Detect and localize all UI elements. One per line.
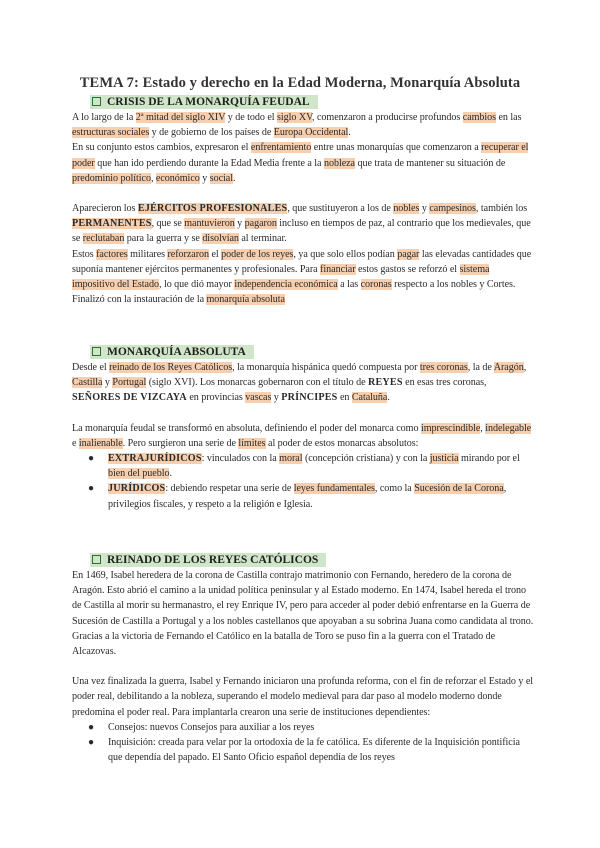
- bullet-icon: ●: [88, 737, 95, 749]
- section-heading-reyes: REINADO DE LOS REYES CATÓLICOS: [90, 553, 326, 567]
- paragraph: Finalizó con la instauración de la monarquía absoluta: [72, 294, 285, 306]
- paragraph: En su conjunto estos cambios, expresaron el enfrentamiento entre unas monarquías que comenzaron a recuperar el poder que han ido perdiendo durante la Edad Media frente a la nobleza que trata de mantener su situación de predominio político, económico y social.: [72, 142, 529, 184]
- paragraph: A lo largo de la 2ª mitad del siglo XIV y de todo el siglo XV, comenzaron a producirse profundos cambios en las estructuras sociales y de gobierno de los países de Europa Occidental.: [72, 112, 522, 139]
- section-body-crisis: [72, 110, 534, 307]
- paragraph: Una vez finalizada la guerra, Isabel y Fernando iniciaron una profunda reforma, con el fin de reforzar el Estado y el poder real, debilitando a la nobleza, superando el modelo medieval para dar paso al modelo moderno donde predomina el poder real. Para implantarla crearon una serie de instituciones dependientes:: [72, 676, 534, 718]
- bullet-icon: ●: [88, 453, 95, 465]
- paragraph: Desde el reinado de los Reyes Católicos, la monarquía hispánica quedó compuesta por tres coronas, la de Aragón, Castilla y Portugal (siglo XVI). Los monarcas gobernaron con el título de REYES en esas tres coronas, SEÑORES DE VIZCAYA en provincias vascas y PRÍNCIPES en Cataluña.: [72, 362, 527, 404]
- limits-list: [72, 451, 534, 512]
- bullet-icon: ●: [88, 721, 95, 733]
- paragraph: La monarquía feudal se transformó en absoluta, definiendo el poder del monarca como imprescindible, indelegable e inalienable. Pero surgieron una serie de límites al poder de estos monarcas absolutos:: [72, 422, 532, 449]
- section-heading-absoluta: MONARQUÍA ABSOLUTA: [90, 345, 254, 359]
- section-heading-crisis: CRISIS DE LA MONARQUÍA FEUDAL: [90, 95, 318, 109]
- checkbox-icon: [92, 97, 101, 106]
- checkbox-icon: [92, 347, 101, 356]
- paragraph: En 1469, Isabel heredera de la corona de Castilla contrajo matrimonio con Fernando, heredero de la corona de Aragón. Esto abrió el camino a la unidad política peninsular y al Estado moderno. En 1474, Isabel hereda el trono de Castilla al morir su hermanastro, el rey Enrique IV, pero para acceder al poder debió enfrentarse en la Guerra de Sucesión de Castilla a Portugal y a los nobles castellanos que apoyaban a su sobrina Juana como candidata al trono. Gracias a la victoria de Fernando el Católico en la batalla de Toro se puso fin a la guerra con el Tratado de Alcazovas.: [72, 570, 534, 658]
- list-item: ● EXTRAJURÍDICOS: vinculados con la moral (concepción cristiana) y con la justicia mirando por el bien del pueblo.: [88, 453, 520, 480]
- section-body-reyes: [72, 568, 534, 765]
- list-item: ● Consejos: nuevos Consejos para auxiliar a los reyes: [72, 720, 534, 735]
- section-body-absoluta: [72, 360, 534, 512]
- list-item: ● JURÍDICOS: debiendo respetar una serie de leyes fundamentales, como la Sucesión de la Corona, privilegios fiscales, y respeto a la religión e Iglesia.: [88, 483, 507, 510]
- checkbox-icon: [92, 555, 101, 564]
- paragraph: Estos factores militares reforzaron el poder de los reyes, ya que solo ellos podían pagar las elevadas cantidades que suponía mantener ejércitos permanentes y profesionales. Para financiar estos gastos se reforzó el sistema impositivo del Estado, lo que dió mayor independencia económica a las coronas respecto a los nobles y Cortes.: [72, 248, 532, 291]
- list-item: ● Inquisición: creada para velar por la ortodoxia de la fe católica. Es diferente de la Inquisición pontificia que dependía del papado. El Santo Oficio español dependía de los reyes: [88, 737, 520, 764]
- paragraph: Aparecieron los EJÉRCITOS PROFESIONALES, que sustituyeron a los de nobles y campesinos, también los PERMANENTES, que se mantuvieron y pagaron incluso en tiempos de paz, al contrario que los medievales, que se reclutaban para la guerra y se disolvían al terminar.: [72, 203, 531, 245]
- institutions-list: [72, 720, 534, 766]
- bullet-icon: ●: [88, 483, 95, 495]
- document-title: TEMA 7: Estado y derecho en la Edad Moderna, Monarquía Absoluta: [79, 75, 521, 91]
